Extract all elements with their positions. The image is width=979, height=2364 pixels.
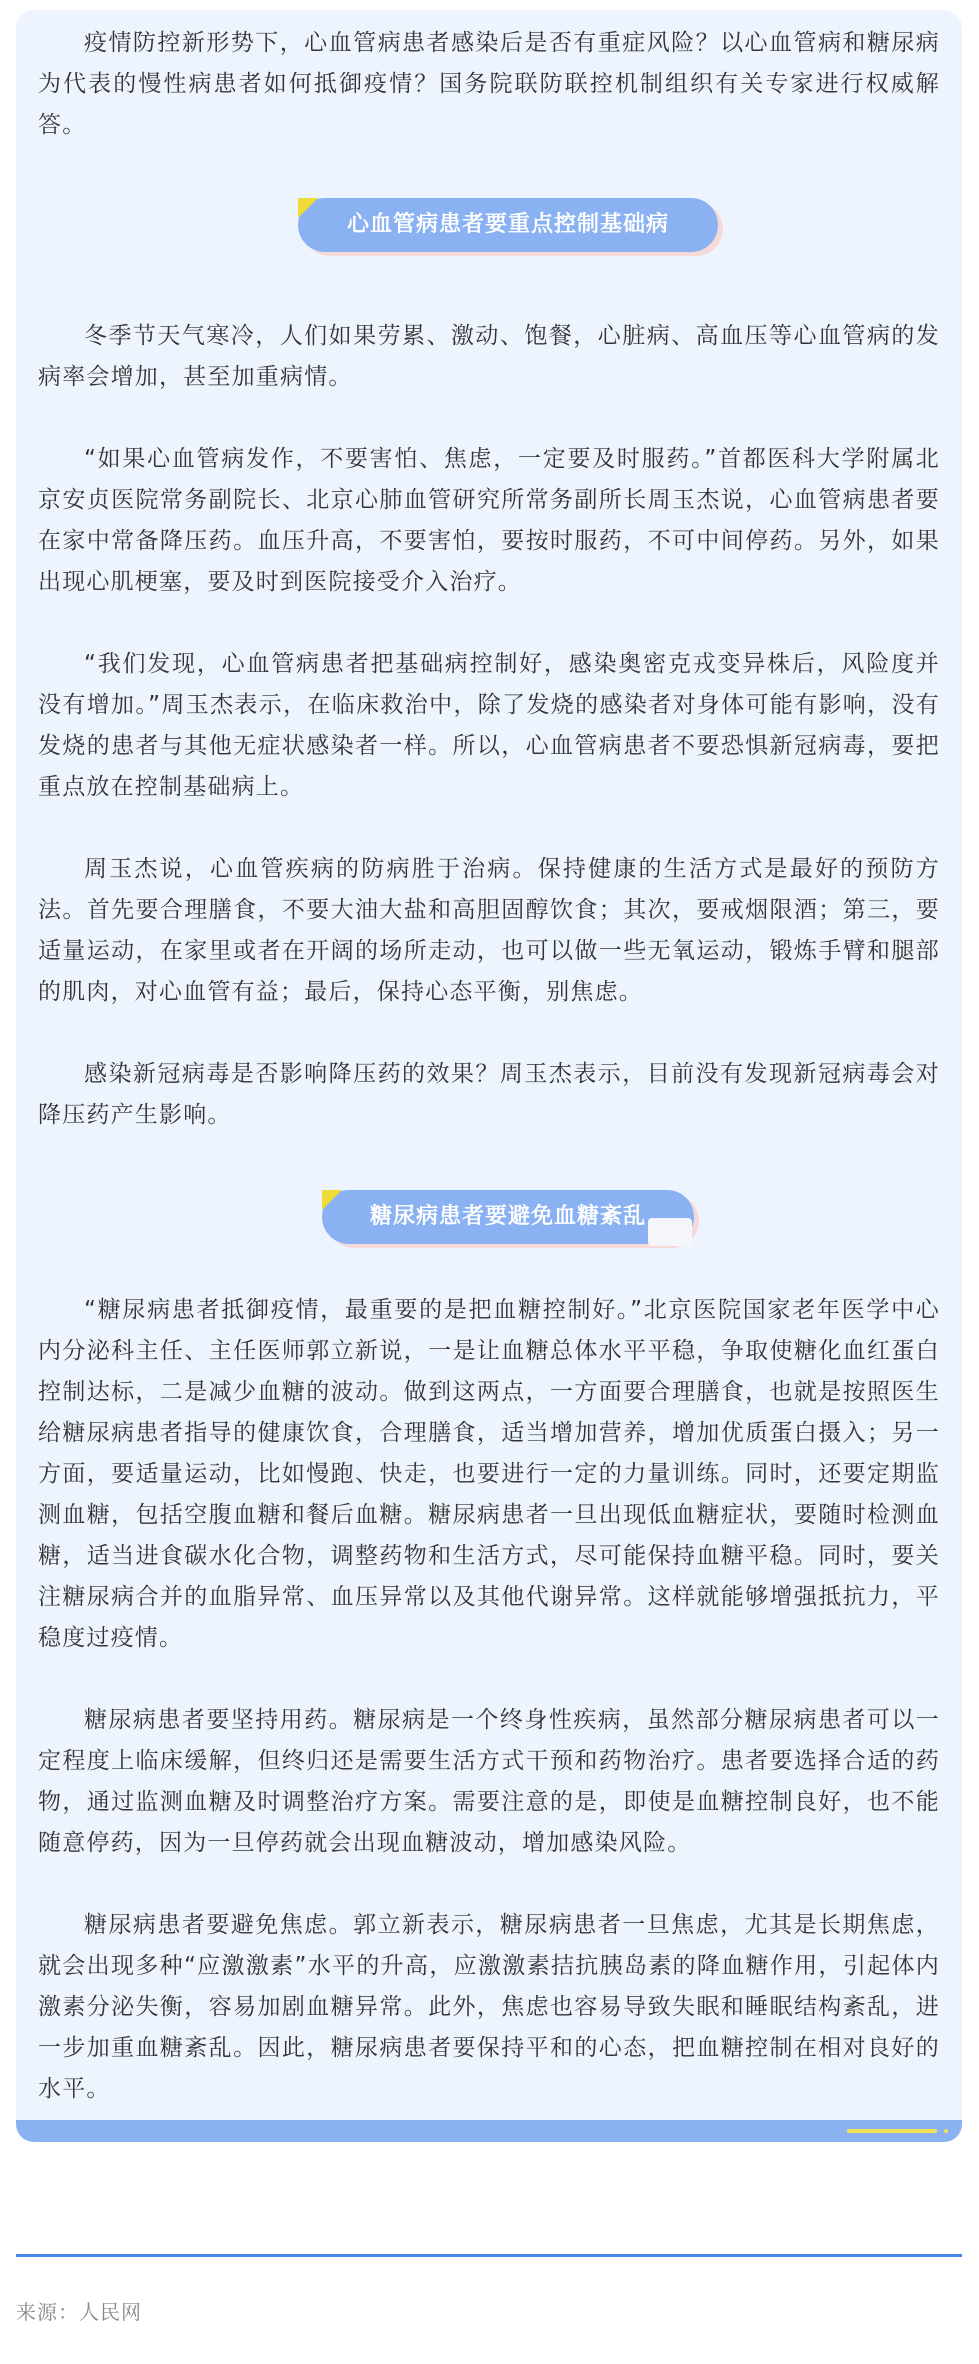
paragraph: 糖尿病患者要避免焦虑。郭立新表示，糖尿病患者一旦焦虑，尤其是长期焦虑，就会出现多种“应激激素”水平的升高，应激激素拮抗胰岛素的降血糖作用，引起体内激素分泌失衡，容易加剧血糖异常。此外，焦虑也容易导致失眠和睡眠结构紊乱，进一步加重血糖紊乱。因此，糖尿病患者要保持平和的心态，把血糖控制在相对良好的水平。 <box>38 1912 940 2102</box>
bottom-accent-line <box>847 2129 937 2133</box>
section-heading-diabetes <box>38 1190 940 1246</box>
intro-paragraph: 疫情防控新形势下，心血管病患者感染后是否有重症风险？以心血管病和糖尿病为代表的慢性病患者如何抵御疫情？国务院联防联控机制组织有关专家进行权威解答。 <box>38 30 940 138</box>
section-heading-pill: 糖尿病患者要避免血糖紊乱 <box>322 1190 694 1244</box>
paragraph: 感染新冠病毒是否影响降压药的效果？周玉杰表示，目前没有发现新冠病毒会对降压药产生影响。 <box>38 1061 940 1128</box>
heading-corner-accent <box>298 198 318 218</box>
paragraph: 冬季节天气寒冷，人们如果劳累、激动、饱餐，心脏病、高血压等心血管病的发病率会增加，甚至加重病情。 <box>38 323 940 390</box>
paragraph: “我们发现，心血管病患者把基础病控制好，感染奥密克戎变异株后，风险度并没有增加。”周玉杰表示，在临床救治中，除了发烧的感染者对身体可能有影响，没有发烧的患者与其他无症状感染者一样。所以，心血管病患者不要恐惧新冠病毒，要把重点放在控制基础病上。 <box>38 651 940 800</box>
heading-glow-decoration <box>648 1218 692 1246</box>
heading-corner-accent <box>322 1190 342 1210</box>
section-heading-pill: 心血管病患者要重点控制基础病 <box>298 198 718 252</box>
paragraph: 糖尿病患者要坚持用药。糖尿病是一个终身性疾病，虽然部分糖尿病患者可以一定程度上临床缓解，但终归还是需要生活方式干预和药物治疗。患者要选择合适的药物，通过监测血糖及时调整治疗方案。需要注意的是，即使是血糖控制良好，也不能随意停药，因为一旦停药就会出现血糖波动，增加感染风险。 <box>38 1707 940 1856</box>
card-bottom-bar <box>16 2120 962 2142</box>
paragraph: “如果心血管病发作，不要害怕、焦虑，一定要及时服药。”首都医科大学附属北京安贞医院常务副院长、北京心肺血管研究所常务副所长周玉杰说，心血管病患者要在家中常备降压药。血压升高，不要害怕，要按时服药，不可中间停药。另外，如果出现心肌梗塞，要及时到医院接受介入治疗。 <box>38 446 940 595</box>
section-heading-cardiovascular <box>38 198 940 254</box>
article-card <box>16 10 962 2142</box>
footer-divider <box>16 2254 962 2257</box>
bottom-accent-dot <box>944 2129 948 2133</box>
source-credit: 来源：人民网 <box>16 2300 142 2324</box>
paragraph: “糖尿病患者抵御疫情，最重要的是把血糖控制好。”北京医院国家老年医学中心内分泌科主任、主任医师郭立新说，一是让血糖总体水平平稳，争取使糖化血红蛋白控制达标，二是减少血糖的波动。做到这两点，一方面要合理膳食，也就是按照医生给糖尿病患者指导的健康饮食，合理膳食，适当增加营养，增加优质蛋白摄入；另一方面，要适量运动，比如慢跑、快走，也要进行一定的力量训练。同时，还要定期监测血糖，包括空腹血糖和餐后血糖。糖尿病患者一旦出现低血糖症状，要随时检测血糖，适当进食碳水化合物，调整药物和生活方式，尽可能保持血糖平稳。同时，要关注糖尿病合并的血脂异常、血压异常以及其他代谢异常。这样就能够增强抵抗力，平稳度过疫情。 <box>38 1297 940 1651</box>
paragraph: 周玉杰说，心血管疾病的防病胜于治病。保持健康的生活方式是最好的预防方法。首先要合理膳食，不要大油大盐和高胆固醇饮食；其次，要戒烟限酒；第三，要适量运动，在家里或者在开阔的场所走动，也可以做一些无氧运动，锻炼手臂和腿部的肌肉，对心血管有益；最后，保持心态平衡，别焦虑。 <box>38 856 940 1005</box>
